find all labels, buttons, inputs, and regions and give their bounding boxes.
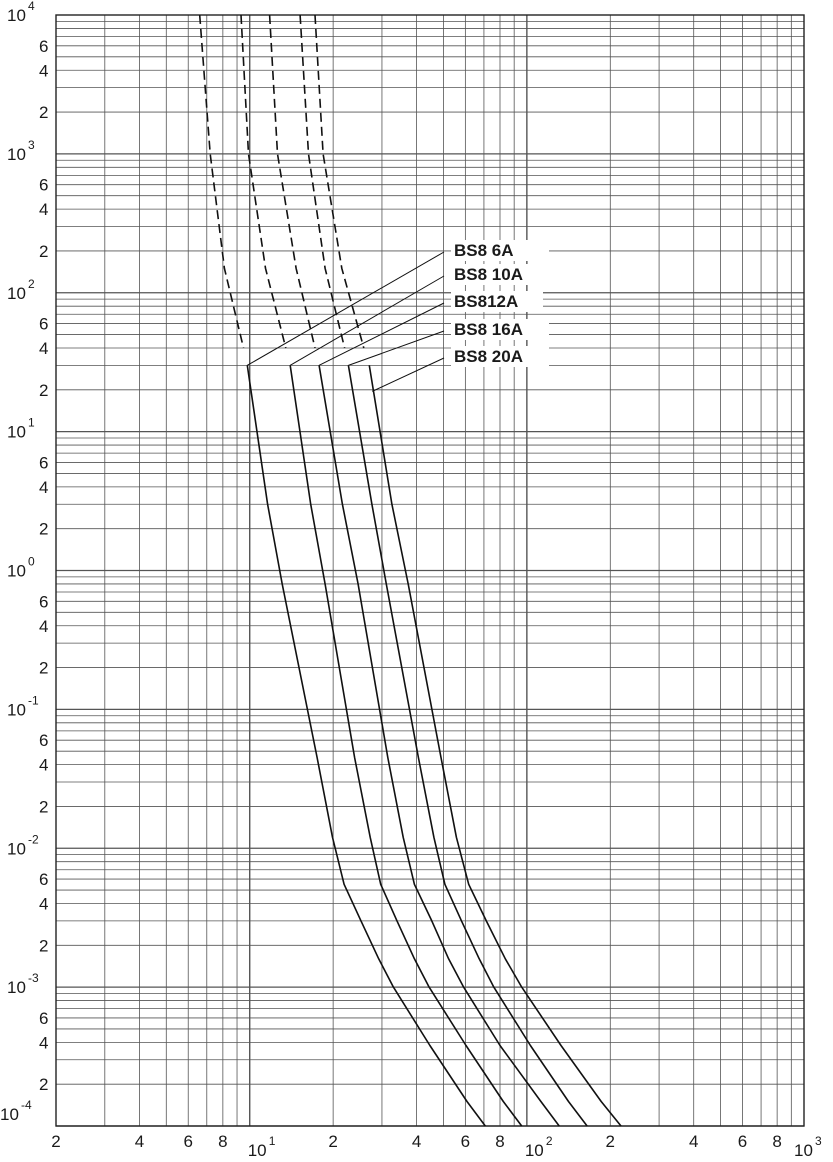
x-tick-exponent: 1 <box>268 1134 276 1148</box>
y-tick-label: 4 <box>39 755 49 775</box>
x-tick-label: 8 <box>495 1132 505 1151</box>
y-tick-exponent: 0 <box>28 554 35 569</box>
legend-label-2: BS8 10A <box>454 265 523 284</box>
y-tick-exponent: -3 <box>28 971 39 986</box>
curve-dashed-4 <box>300 15 345 348</box>
y-tick-label-decade: 10 <box>7 978 26 998</box>
y-tick-label: 6 <box>39 1008 49 1028</box>
y-tick-label-decade: 10 <box>7 144 26 164</box>
x-tick-exponent: 2 <box>545 1134 553 1148</box>
curve-dashed-5 <box>315 15 364 348</box>
y-tick-label: 4 <box>39 61 49 81</box>
curve-solid-5 <box>369 365 621 1126</box>
x-axis-ticks <box>51 1132 822 1160</box>
y-tick-exponent: -2 <box>28 832 39 847</box>
y-tick-label: 2 <box>39 241 49 261</box>
x-tick-label: 4 <box>688 1132 699 1151</box>
y-tick-label: 2 <box>39 380 49 400</box>
legend <box>247 240 549 391</box>
y-tick-label-decade: 10 <box>7 839 26 859</box>
y-tick-label: 6 <box>39 731 49 751</box>
x-tick-exponent: 3 <box>815 1134 822 1148</box>
y-tick-label: 4 <box>39 200 49 220</box>
y-tick-label: 6 <box>39 36 49 56</box>
y-tick-label-decade: 10 <box>0 1105 19 1124</box>
y-tick-label: 6 <box>39 870 49 890</box>
x-tick-label: 8 <box>772 1132 782 1151</box>
x-tick-label: 6 <box>460 1132 471 1151</box>
x-tick-label: 2 <box>328 1132 338 1151</box>
y-tick-label: 4 <box>39 477 49 497</box>
y-tick-label: 2 <box>39 797 49 817</box>
y-tick-label-decade: 10 <box>7 6 26 25</box>
x-tick-label-decade: 10 <box>247 1141 267 1160</box>
y-tick-label: 6 <box>39 592 49 612</box>
y-tick-label-decade: 10 <box>7 283 26 303</box>
x-tick-label: 2 <box>605 1132 616 1151</box>
y-tick-label: 4 <box>39 616 49 636</box>
y-tick-label: 4 <box>39 1033 49 1053</box>
legend-leader-2 <box>290 276 444 365</box>
grid <box>56 15 804 1126</box>
curve-solid-4 <box>348 365 587 1126</box>
legend-label-1: BS8 6A <box>454 241 514 260</box>
legend-leader-5 <box>372 358 444 391</box>
y-tick-exponent: 4 <box>28 0 35 13</box>
y-axis-ticks <box>0 0 48 1124</box>
x-tick-label-decade: 10 <box>524 1141 544 1160</box>
y-tick-label-decade: 10 <box>7 422 26 442</box>
x-tick-label-decade: 10 <box>794 1141 813 1160</box>
y-tick-label-decade: 10 <box>7 561 26 581</box>
y-tick-exponent: -4 <box>21 1098 32 1112</box>
y-tick-exponent: 2 <box>28 276 35 291</box>
y-tick-label: 6 <box>39 314 49 334</box>
y-tick-exponent: 1 <box>28 415 35 430</box>
curve-dashed-2 <box>241 15 286 348</box>
y-tick-exponent: 3 <box>28 137 35 152</box>
x-tick-label: 6 <box>737 1132 748 1151</box>
y-tick-label: 2 <box>39 1075 49 1095</box>
y-tick-label: 2 <box>39 936 49 956</box>
y-tick-label: 2 <box>39 658 49 678</box>
y-tick-label-decade: 10 <box>7 700 26 720</box>
y-tick-label: 6 <box>39 175 49 195</box>
legend-label-4: BS8 16A <box>454 320 523 339</box>
curve-dashed-3 <box>270 15 315 348</box>
x-tick-label: 4 <box>411 1132 422 1151</box>
curve-solid-2 <box>290 365 522 1126</box>
curve-solid-1 <box>247 365 485 1126</box>
y-tick-label: 4 <box>39 339 49 359</box>
y-tick-label: 2 <box>39 519 49 539</box>
legend-label-3: BS812A <box>454 292 519 311</box>
y-tick-label: 4 <box>39 894 49 914</box>
x-tick-label: 2 <box>51 1132 61 1151</box>
legend-label-5: BS8 20A <box>454 347 523 366</box>
y-tick-exponent: -1 <box>28 693 39 708</box>
x-tick-label: 8 <box>218 1132 228 1151</box>
y-tick-label: 6 <box>39 453 49 473</box>
x-tick-label: 4 <box>134 1132 145 1151</box>
y-tick-label: 2 <box>39 103 49 123</box>
x-tick-label: 6 <box>183 1132 193 1151</box>
